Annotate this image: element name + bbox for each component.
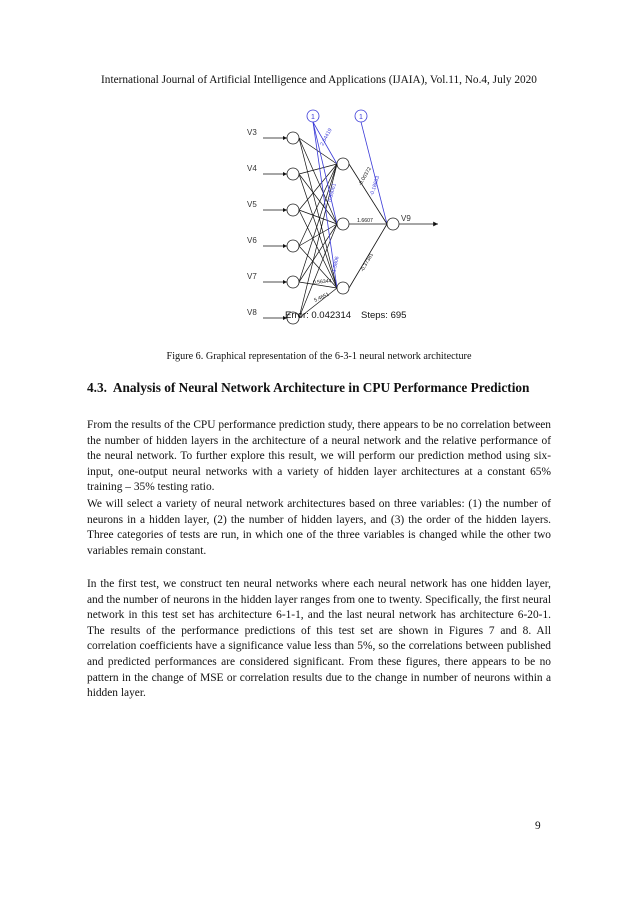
- input-label-v4: V4: [247, 164, 257, 173]
- weight-hidden-1-output: -0.00372: [357, 166, 373, 187]
- weight-bias-hidden-3: -1.5806: [331, 255, 341, 275]
- paragraph-3: In the first test, we construct ten neural networks where each neural network has one hidden layer, and the number of neurons in the hidden layer ranges from one to twenty. Specifically, the first neural network in this test set has architecture 6-1-1, and the last neural network has architecture 6-20-1. The results of the performance predictions of this test set are shown in Figures 7 and 8. All correlation coefficients have a significance value less than 5%, so the correlations between published and predicted performances are considered significant. From these figures, there appears to be no pattern in the change of MSE or correlation results due to the change in number of neurons within a hidden layer.: [87, 578, 551, 700]
- hidden-node-1: [337, 158, 349, 170]
- weight-bias-hidden-1: 2.64419: [319, 127, 334, 147]
- paragraph-1: From the results of the CPU performance prediction study, there appears to be no correlation between the number of hidden layers in the architecture of a neural network and the relative performance of the neural network. To further explore this result, we will perform our prediction method using six-input, one-output neural networks with a variety of hidden layer architectures at a constant 65% training – 35% testing ratio.: [87, 419, 551, 494]
- input-label-v8: V8: [247, 308, 257, 317]
- input-node-v6: [287, 240, 299, 252]
- input-node-v7: [287, 276, 299, 288]
- network-edges: [263, 122, 438, 318]
- input-label-v5: V5: [247, 200, 257, 209]
- weight-bias-hidden-2: 0.86061: [327, 182, 338, 203]
- neural-network-diagram: [233, 106, 443, 346]
- hidden-node-2: [337, 218, 349, 230]
- edge-v6-hidden-1: [299, 164, 337, 246]
- section-number: 4.3.: [87, 380, 107, 395]
- edge-v4-hidden-1: [299, 164, 337, 174]
- weight-v7-hidden-3: 0.56344: [312, 278, 332, 286]
- section-heading: [87, 380, 529, 396]
- section-title: Analysis of Neural Network Architecture in CPU Performance Prediction: [112, 380, 530, 395]
- input-label-v6: V6: [247, 236, 257, 245]
- weight-hidden-2-output: 1.6607: [357, 218, 373, 224]
- input-label-v7: V7: [247, 272, 257, 281]
- paragraph-2: We will select a variety of neural network architectures based on three variables: (1) the number of neurons in a hidden layer, (2) the number of hidden layers, and (3) the order of the hidden layers. Three categories of tests are run, in which one of the three variables is changed while the other two variables remain constant.: [87, 498, 551, 557]
- weight-bias-output: -0.18663: [369, 175, 382, 197]
- output-label: V9: [401, 214, 411, 223]
- edge-v6-hidden-2: [299, 224, 337, 246]
- weight-v8-hidden-3: 5.4651: [313, 291, 331, 304]
- page-number: 9: [535, 820, 541, 832]
- input-node-v5: [287, 204, 299, 216]
- input-node-v3: [287, 132, 299, 144]
- journal-header: International Journal of Artificial Intelligence and Applications (IJAIA), Vol.11, No.4, July 2020: [101, 74, 537, 86]
- figure-caption: Figure 6. Graphical representation of the 6-3-1 neural network architecture: [166, 351, 472, 362]
- input-label-v3: V3: [247, 128, 257, 137]
- weight-hidden-3-output: -0.37381: [359, 252, 375, 273]
- weight-labels: [313, 127, 382, 303]
- bias-label-1: 1: [311, 114, 315, 121]
- steps-readout: Steps: 695: [361, 310, 407, 321]
- error-readout: Error: 0.042314: [285, 310, 352, 321]
- hidden-node-3: [337, 282, 349, 294]
- output-node: [387, 218, 399, 230]
- input-node-v4: [287, 168, 299, 180]
- bias-label-2: 1: [359, 114, 363, 121]
